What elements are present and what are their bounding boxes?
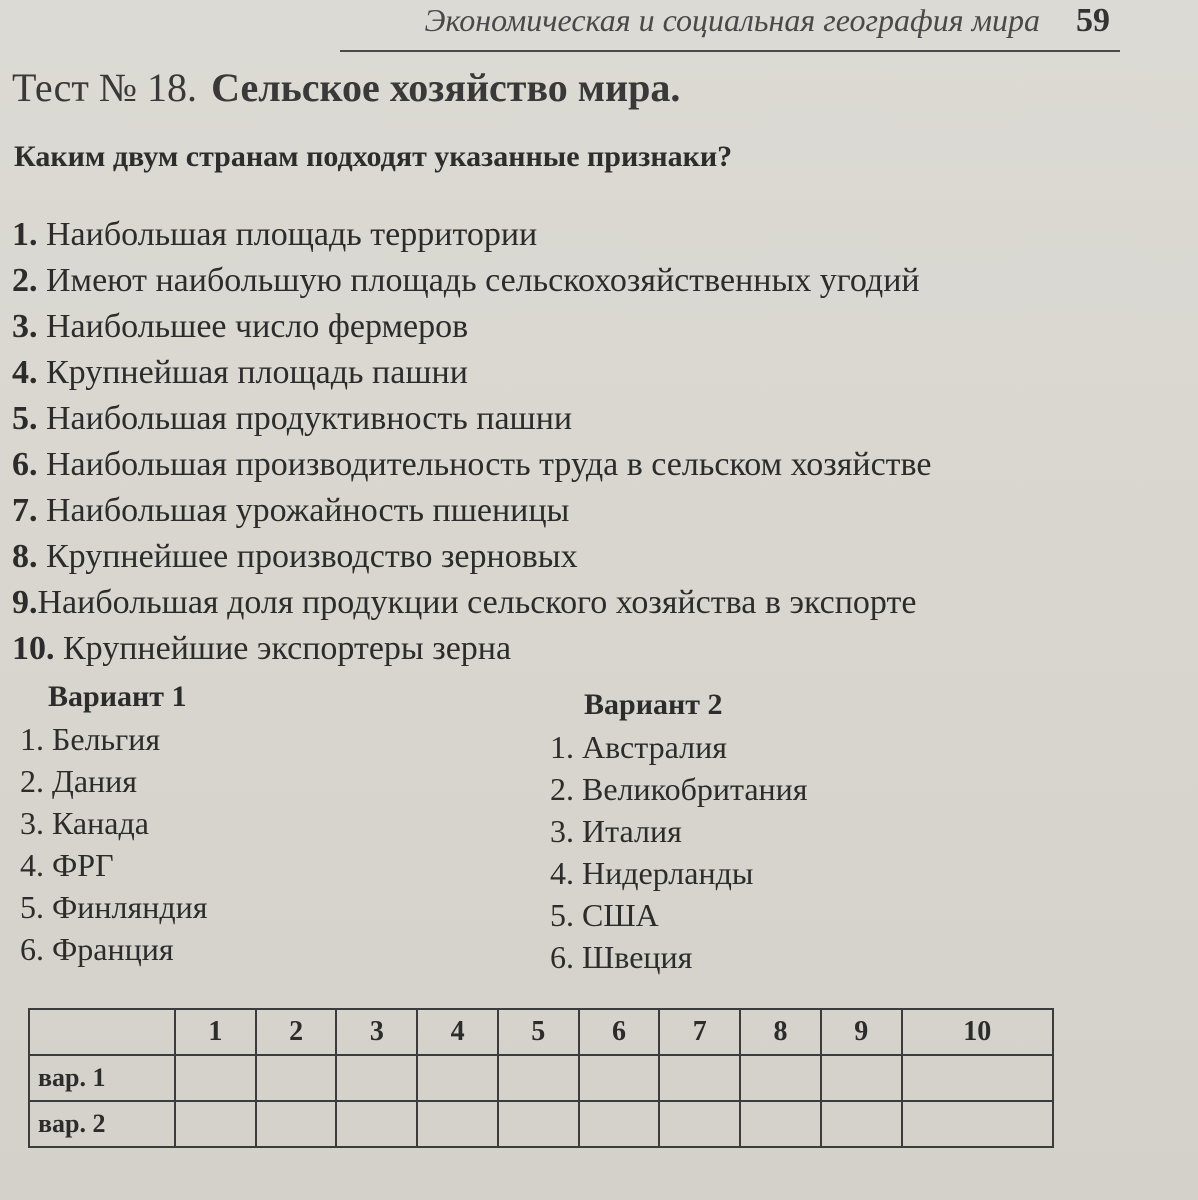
test-name: Сельское хозяйство мира. [211,65,681,110]
answer-cell[interactable] [256,1055,337,1101]
answer-cell[interactable] [175,1101,256,1147]
answer-cell[interactable] [498,1101,579,1147]
country-item: 2. Великобритания [550,771,808,807]
row-label: вар. 1 [29,1055,175,1101]
criteria-item [12,534,931,580]
country-item: 5. Финляндия [20,889,208,925]
answer-cell[interactable] [659,1101,740,1147]
criteria-text: Крупнейшие экспортеры зерна [54,630,512,667]
criteria-item [12,442,931,488]
variant-2-title: Вариант 2 [584,688,723,721]
answer-cell[interactable] [821,1055,902,1101]
criteria-number: 7. [12,492,38,529]
answer-cell[interactable] [336,1055,417,1101]
criteria-item [12,580,931,626]
country-item: 2. Дания [20,763,137,799]
variant-1-title: Вариант 1 [48,680,187,713]
answer-row-variant-1 [29,1055,1053,1101]
criteria-text: Наибольшее число фермеров [37,308,469,345]
column-header: 2 [256,1009,337,1055]
country-item: 5. США [550,897,659,933]
answer-cell[interactable] [740,1055,821,1101]
country-item: 3. Канада [20,805,149,841]
criteria-number: 5. [12,400,38,437]
criteria-item [12,396,931,442]
country-item: 6. Швеция [550,939,693,975]
criteria-item [12,304,931,350]
answer-cell[interactable] [579,1101,660,1147]
answer-row-variant-2 [29,1101,1053,1147]
criteria-text: Крупнейшее производство зерновых [37,538,578,575]
criteria-number: 8. [12,538,38,575]
criteria-item [12,350,931,396]
criteria-item [12,626,931,672]
answer-table-header-row [29,1009,1053,1055]
criteria-number: 3. [12,308,38,345]
running-header [340,0,1120,52]
criteria-number: 1. [12,216,38,253]
answer-cell[interactable] [417,1055,498,1101]
variant-1-block [20,680,207,970]
column-header: 4 [417,1009,498,1055]
column-header: 5 [498,1009,579,1055]
criteria-text: Наибольшая продуктивность пашни [37,400,573,437]
criteria-item [12,258,931,304]
criteria-item [12,488,931,534]
running-title: Экономическая и социальная география мира [424,2,1040,38]
criteria-text: Наибольшая урожайность пшеницы [37,492,570,529]
answer-cell[interactable] [417,1101,498,1147]
column-header: 3 [336,1009,417,1055]
column-header: 9 [821,1009,902,1055]
criteria-list [12,212,931,672]
answer-cell[interactable] [902,1101,1053,1147]
criteria-text: Наибольшая доля продукции сельского хозяйства в экспорте [37,584,917,621]
test-number: Тест № 18. [12,65,198,110]
answer-cell[interactable] [336,1101,417,1147]
variant-2-block [550,688,808,978]
country-item: 1. Австралия [550,729,727,765]
criteria-text: Крупнейшая площадь пашни [37,354,468,391]
answer-cell[interactable] [821,1101,902,1147]
column-header: 8 [740,1009,821,1055]
answer-cell[interactable] [740,1101,821,1147]
country-item: 4. Нидерланды [550,855,754,891]
criteria-number: 9. [12,584,38,621]
answer-cell[interactable] [659,1055,740,1101]
criteria-text: Наибольшая производительность труда в сельском хозяйстве [37,446,932,483]
criteria-number: 2. [12,262,38,299]
column-header: 6 [579,1009,660,1055]
country-item: 4. ФРГ [20,847,114,883]
criteria-number: 4. [12,354,38,391]
column-header: 10 [902,1009,1053,1055]
country-item: 1. Бельгия [20,721,161,757]
column-header: 7 [659,1009,740,1055]
row-label: вар. 2 [29,1101,175,1147]
answer-cell[interactable] [902,1055,1053,1101]
answer-cell[interactable] [256,1101,337,1147]
criteria-text: Имеют наибольшую площадь сельскохозяйственных угодий [37,262,920,299]
criteria-text: Наибольшая площадь территории [37,216,538,253]
criteria-number: 6. [12,446,38,483]
country-item: 3. Италия [550,813,682,849]
page-number: 59 [1076,2,1110,39]
country-item: 6. Франция [20,931,174,967]
answer-cell[interactable] [175,1055,256,1101]
criteria-item [12,212,931,258]
test-title [12,64,680,111]
variant-1-list [20,718,207,970]
answer-cell[interactable] [498,1055,579,1101]
answer-table [28,1008,1054,1148]
criteria-number: 10. [12,630,55,667]
answer-table-corner [29,1009,175,1055]
variant-2-list [550,726,808,978]
answer-cell[interactable] [579,1055,660,1101]
column-header: 1 [175,1009,256,1055]
question-text: Каким двум странам подходят указанные признаки? [14,140,733,173]
